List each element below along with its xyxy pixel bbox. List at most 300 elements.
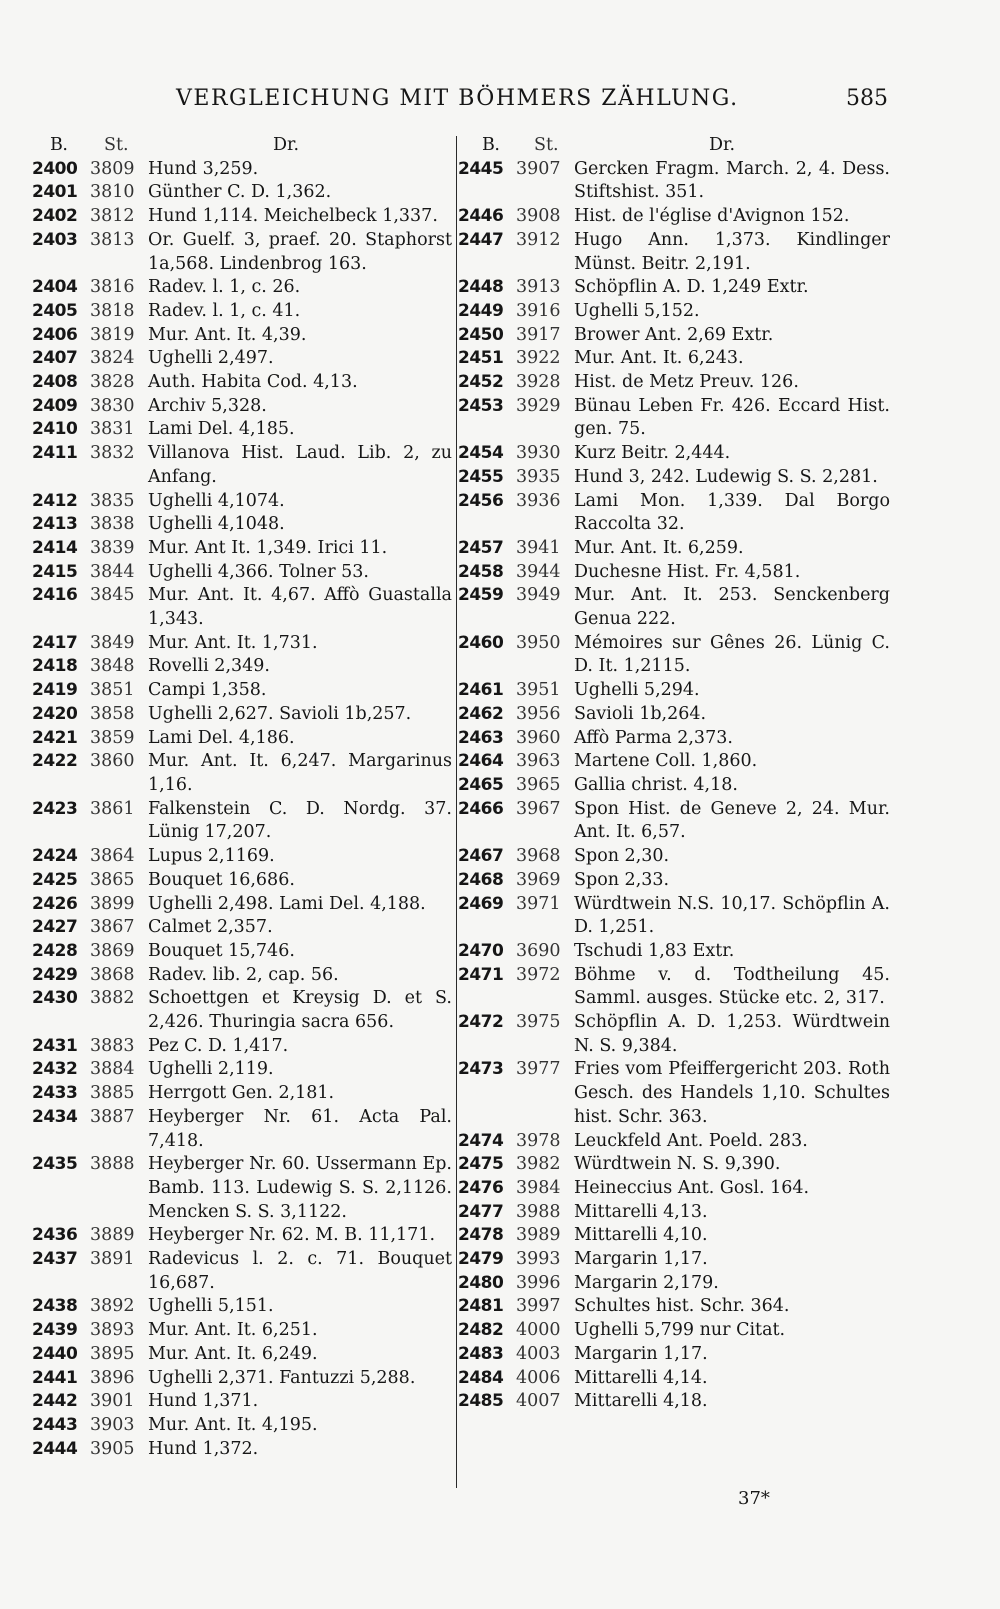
print-reference: Hund 1,371. xyxy=(148,1391,259,1412)
concordance-row xyxy=(32,1438,452,1462)
print-reference: Affò Parma 2,373. xyxy=(574,727,733,748)
print-reference: Ughelli 5,799 nur Citat. xyxy=(574,1320,786,1341)
boehmer-number: 2447 xyxy=(458,229,504,250)
stumpf-number: 3968 xyxy=(516,846,561,867)
print-reference: Ughelli 2,371. Fantuzzi 5,288. xyxy=(148,1367,416,1388)
concordance-row xyxy=(32,1153,452,1224)
print-reference: Margarin 1,17. xyxy=(574,1343,708,1364)
concordance-row xyxy=(32,1295,452,1319)
boehmer-number: 2450 xyxy=(458,324,504,345)
print-reference: Günther C. D. 1,362. xyxy=(148,182,332,203)
concordance-row xyxy=(32,632,452,656)
boehmer-number: 2461 xyxy=(458,680,504,701)
stumpf-number: 3935 xyxy=(516,466,561,487)
column-header-row xyxy=(458,134,890,158)
concordance-row xyxy=(32,703,452,727)
print-reference: Hund 1,372. xyxy=(148,1438,259,1459)
stumpf-number: 3960 xyxy=(516,727,561,748)
concordance-row xyxy=(458,845,890,869)
boehmer-number: 2402 xyxy=(32,206,78,227)
boehmer-number: 2439 xyxy=(32,1320,78,1341)
print-reference: Würdtwein N.S. 10,17. Schöpflin A. D. 1,251. xyxy=(574,893,890,938)
concordance-row xyxy=(458,1153,890,1177)
right-column xyxy=(458,134,890,1414)
concordance-row xyxy=(458,205,890,229)
stumpf-number: 3984 xyxy=(516,1177,561,1198)
stumpf-number: 4000 xyxy=(516,1320,561,1341)
concordance-row xyxy=(458,964,890,1011)
boehmer-number: 2428 xyxy=(32,940,78,961)
print-reference: Bünau Leben Fr. 426. Eccard Hist. gen. 75. xyxy=(574,395,890,440)
concordance-row xyxy=(32,750,452,797)
stumpf-number: 3809 xyxy=(90,158,135,179)
stumpf-number: 4007 xyxy=(516,1391,561,1412)
boehmer-number: 2405 xyxy=(32,300,78,321)
concordance-row xyxy=(458,1295,890,1319)
concordance-row xyxy=(458,537,890,561)
concordance-row xyxy=(32,727,452,751)
print-reference: Lami Del. 4,186. xyxy=(148,727,295,748)
concordance-row xyxy=(458,347,890,371)
stumpf-number: 3888 xyxy=(90,1154,135,1175)
concordance-row xyxy=(32,1224,452,1248)
concordance-row xyxy=(32,940,452,964)
print-reference: Radev. l. 1, c. 26. xyxy=(148,277,301,298)
boehmer-number: 2458 xyxy=(458,561,504,582)
boehmer-number: 2453 xyxy=(458,395,504,416)
boehmer-number: 2484 xyxy=(458,1367,504,1388)
print-reference: Radev. l. 1, c. 41. xyxy=(148,300,301,321)
boehmer-number: 2409 xyxy=(32,395,78,416)
concordance-row xyxy=(32,395,452,419)
boehmer-number: 2479 xyxy=(458,1249,504,1270)
concordance-row xyxy=(32,347,452,371)
boehmer-number: 2476 xyxy=(458,1177,504,1198)
print-reference: Radevicus l. 2. c. 71. Bouquet 16,687. xyxy=(148,1249,452,1293)
stumpf-number: 3896 xyxy=(90,1367,135,1388)
concordance-row xyxy=(32,205,452,229)
print-reference: Ughelli 4,1048. xyxy=(148,514,285,535)
boehmer-number: 2466 xyxy=(458,798,504,819)
boehmer-number: 2446 xyxy=(458,206,504,227)
stumpf-number: 3975 xyxy=(516,1012,561,1033)
print-reference: Auth. Habita Cod. 4,13. xyxy=(148,372,358,393)
boehmer-number: 2478 xyxy=(458,1225,504,1246)
boehmer-number: 2420 xyxy=(32,703,78,724)
column-header-b: B. xyxy=(50,135,68,155)
boehmer-number: 2407 xyxy=(32,348,78,369)
stumpf-number: 3982 xyxy=(516,1154,561,1175)
stumpf-number: 3978 xyxy=(516,1130,561,1151)
print-reference: Calmet 2,357. xyxy=(148,917,273,938)
concordance-row xyxy=(458,466,890,490)
print-reference: Gercken Fragm. March. 2, 4. Dess. Stiftshist. 351. xyxy=(574,158,890,203)
boehmer-number: 2472 xyxy=(458,1012,504,1033)
concordance-row xyxy=(32,513,452,537)
print-reference: Fries vom Pfeiffergericht 203. Roth Gesch. des Handels 1,10. Schultes hist. Schr. 363. xyxy=(574,1059,890,1127)
stumpf-number: 3899 xyxy=(90,893,135,914)
stumpf-number: 3884 xyxy=(90,1059,135,1080)
print-reference: Ughelli 2,119. xyxy=(148,1059,274,1080)
boehmer-number: 2451 xyxy=(458,348,504,369)
print-reference: Mur. Ant. It. 6,251. xyxy=(148,1320,318,1341)
concordance-row xyxy=(32,679,452,703)
boehmer-number: 2432 xyxy=(32,1059,78,1080)
concordance-row xyxy=(458,679,890,703)
concordance-row xyxy=(32,371,452,395)
concordance-row xyxy=(32,442,452,489)
print-reference: Böhme v. d. Todtheilung 45. Samml. ausges. Stücke etc. 2, 317. xyxy=(574,964,890,1009)
boehmer-number: 2435 xyxy=(32,1154,78,1175)
concordance-row xyxy=(458,584,890,631)
stumpf-number: 4006 xyxy=(516,1367,561,1388)
stumpf-number: 3883 xyxy=(90,1035,135,1056)
concordance-row xyxy=(32,229,452,276)
print-reference: Or. Guelf. 3, praef. 20. Staphorst 1a,568. Lindenbrog 163. xyxy=(148,229,452,274)
concordance-row xyxy=(458,561,890,585)
concordance-row xyxy=(458,324,890,348)
boehmer-number: 2425 xyxy=(32,869,78,890)
boehmer-number: 2410 xyxy=(32,419,78,440)
stumpf-number: 3989 xyxy=(516,1225,561,1246)
boehmer-number: 2416 xyxy=(32,585,78,606)
print-reference: Heyberger Nr. 62. M. B. 11,171. xyxy=(148,1225,436,1246)
boehmer-number: 2411 xyxy=(32,443,78,464)
boehmer-number: 2418 xyxy=(32,656,78,677)
stumpf-number: 3929 xyxy=(516,395,561,416)
stumpf-number: 3956 xyxy=(516,703,561,724)
print-reference: Mur. Ant. It. 1,731. xyxy=(148,632,318,653)
boehmer-number: 2412 xyxy=(32,490,78,511)
boehmer-number: 2434 xyxy=(32,1106,78,1127)
concordance-row xyxy=(32,869,452,893)
print-reference: Ughelli 5,152. xyxy=(574,300,700,321)
stumpf-number: 3828 xyxy=(90,372,135,393)
page-number: 585 xyxy=(846,86,888,111)
stumpf-number: 3922 xyxy=(516,348,561,369)
print-reference: Ughelli 4,366. Tolner 53. xyxy=(148,561,369,582)
stumpf-number: 3838 xyxy=(90,514,135,535)
concordance-row xyxy=(32,1082,452,1106)
concordance-row xyxy=(458,1272,890,1296)
print-reference: Margarin 1,17. xyxy=(574,1249,708,1270)
boehmer-number: 2457 xyxy=(458,537,504,558)
print-reference: Heyberger Nr. 60. Ussermann Ep. Bamb. 113. Ludewig S. S. 2,1126. Mencken S. S. 3,1122. xyxy=(148,1154,452,1222)
boehmer-number: 2401 xyxy=(32,182,78,203)
boehmer-number: 2440 xyxy=(32,1343,78,1364)
boehmer-number: 2417 xyxy=(32,632,78,653)
print-reference: Mittarelli 4,14. xyxy=(574,1367,708,1388)
stumpf-number: 3831 xyxy=(90,419,135,440)
column-header-dr: Dr. xyxy=(709,135,736,155)
concordance-row xyxy=(458,1319,890,1343)
print-reference: Ughelli 4,1074. xyxy=(148,490,285,511)
page-title: VERGLEICHUNG MIT BÖHMERS ZÄHLUNG. xyxy=(176,86,739,111)
print-reference: Hist. de Metz Preuv. 126. xyxy=(574,372,799,393)
boehmer-number: 2442 xyxy=(32,1391,78,1412)
stumpf-number: 3936 xyxy=(516,490,561,511)
concordance-row xyxy=(458,727,890,751)
stumpf-number: 3997 xyxy=(516,1296,561,1317)
column-header-dr: Dr. xyxy=(273,135,300,155)
boehmer-number: 2454 xyxy=(458,443,504,464)
boehmer-number: 2426 xyxy=(32,893,78,914)
boehmer-number: 2460 xyxy=(458,632,504,653)
concordance-row xyxy=(458,276,890,300)
boehmer-number: 2462 xyxy=(458,703,504,724)
concordance-row xyxy=(32,584,452,631)
print-reference: Mur. Ant. It. 4,195. xyxy=(148,1414,318,1435)
print-reference: Mémoires sur Gênes 26. Lünig C. D. It. 1,2115. xyxy=(574,632,890,677)
print-reference: Ughelli 2,498. Lami Del. 4,188. xyxy=(148,893,426,914)
boehmer-number: 2470 xyxy=(458,940,504,961)
print-reference: Ughelli 5,151. xyxy=(148,1296,274,1317)
concordance-row xyxy=(458,490,890,537)
print-reference: Falkenstein C. D. Nordg. 37. Lünig 17,207. xyxy=(148,798,452,843)
boehmer-number: 2431 xyxy=(32,1035,78,1056)
stumpf-number: 3928 xyxy=(516,372,561,393)
boehmer-number: 2429 xyxy=(32,964,78,985)
boehmer-number: 2474 xyxy=(458,1130,504,1151)
print-reference: Hist. de l'église d'Avignon 152. xyxy=(574,206,850,227)
stumpf-number: 3690 xyxy=(516,940,561,961)
print-reference: Schultes hist. Schr. 364. xyxy=(574,1296,790,1317)
print-reference: Hund 3,259. xyxy=(148,158,259,179)
print-reference: Würdtwein N. S. 9,390. xyxy=(574,1154,781,1175)
concordance-row xyxy=(32,300,452,324)
print-reference: Spon Hist. de Geneve 2, 24. Mur. Ant. It. 6,57. xyxy=(574,798,890,843)
stumpf-number: 3867 xyxy=(90,917,135,938)
stumpf-number: 3941 xyxy=(516,537,561,558)
concordance-row xyxy=(32,916,452,940)
stumpf-number: 3930 xyxy=(516,443,561,464)
print-reference: Bouquet 16,686. xyxy=(148,869,295,890)
boehmer-number: 2465 xyxy=(458,774,504,795)
boehmer-number: 2406 xyxy=(32,324,78,345)
concordance-row xyxy=(32,561,452,585)
stumpf-number: 3944 xyxy=(516,561,561,582)
boehmer-number: 2473 xyxy=(458,1059,504,1080)
concordance-row xyxy=(32,158,452,182)
boehmer-number: 2430 xyxy=(32,988,78,1009)
print-reference: Mur. Ant. It. 4,39. xyxy=(148,324,307,345)
concordance-row xyxy=(32,276,452,300)
print-reference: Villanova Hist. Laud. Lib. 2, zu Anfang. xyxy=(148,443,452,487)
stumpf-number: 4003 xyxy=(516,1343,561,1364)
print-reference: Heineccius Ant. Gosl. 164. xyxy=(574,1177,810,1198)
concordance-row xyxy=(32,1058,452,1082)
concordance-row xyxy=(458,774,890,798)
concordance-row xyxy=(32,964,452,988)
boehmer-number: 2445 xyxy=(458,158,504,179)
stumpf-number: 3849 xyxy=(90,632,135,653)
stumpf-number: 3858 xyxy=(90,703,135,724)
stumpf-number: 3892 xyxy=(90,1296,135,1317)
print-reference: Pez C. D. 1,417. xyxy=(148,1035,289,1056)
stumpf-number: 3916 xyxy=(516,300,561,321)
boehmer-number: 2452 xyxy=(458,372,504,393)
stumpf-number: 3865 xyxy=(90,869,135,890)
concordance-row xyxy=(32,1390,452,1414)
stumpf-number: 3889 xyxy=(90,1225,135,1246)
stumpf-number: 3839 xyxy=(90,537,135,558)
boehmer-number: 2463 xyxy=(458,727,504,748)
boehmer-number: 2424 xyxy=(32,846,78,867)
left-column xyxy=(32,134,452,1461)
concordance-row xyxy=(32,1106,452,1153)
column-header-st: St. xyxy=(534,135,559,155)
concordance-row xyxy=(32,798,452,845)
concordance-row xyxy=(458,750,890,774)
concordance-row xyxy=(458,1343,890,1367)
stumpf-number: 3835 xyxy=(90,490,135,511)
boehmer-number: 2400 xyxy=(32,158,78,179)
boehmer-number: 2437 xyxy=(32,1249,78,1270)
boehmer-number: 2475 xyxy=(458,1154,504,1175)
stumpf-number: 3812 xyxy=(90,206,135,227)
boehmer-number: 2433 xyxy=(32,1083,78,1104)
concordance-row xyxy=(458,1058,890,1129)
stumpf-number: 3988 xyxy=(516,1201,561,1222)
stumpf-number: 3859 xyxy=(90,727,135,748)
print-reference: Mittarelli 4,10. xyxy=(574,1225,708,1246)
print-reference: Brower Ant. 2,69 Extr. xyxy=(574,324,774,345)
concordance-row xyxy=(32,1367,452,1391)
stumpf-number: 3830 xyxy=(90,395,135,416)
concordance-row xyxy=(458,395,890,442)
boehmer-number: 2422 xyxy=(32,751,78,772)
column-divider xyxy=(456,136,457,1488)
concordance-row xyxy=(458,869,890,893)
print-reference: Schöpflin A. D. 1,253. Würdtwein N. S. 9,384. xyxy=(574,1012,890,1056)
concordance-row xyxy=(458,1248,890,1272)
print-reference: Schöpflin A. D. 1,249 Extr. xyxy=(574,277,809,298)
boehmer-number: 2413 xyxy=(32,514,78,535)
print-reference: Mittarelli 4,13. xyxy=(574,1201,708,1222)
concordance-row xyxy=(32,1248,452,1295)
print-reference: Savioli 1b,264. xyxy=(574,703,707,724)
concordance-row xyxy=(32,490,452,514)
boehmer-number: 2468 xyxy=(458,869,504,890)
print-reference: Martene Coll. 1,860. xyxy=(574,751,758,772)
concordance-row xyxy=(458,893,890,940)
stumpf-number: 3969 xyxy=(516,869,561,890)
print-reference: Campi 1,358. xyxy=(148,680,267,701)
boehmer-number: 2438 xyxy=(32,1296,78,1317)
print-reference: Duchesne Hist. Fr. 4,581. xyxy=(574,561,801,582)
concordance-row xyxy=(458,1224,890,1248)
boehmer-number: 2459 xyxy=(458,585,504,606)
print-reference: Kurz Beitr. 2,444. xyxy=(574,443,731,464)
boehmer-number: 2444 xyxy=(32,1438,78,1459)
print-reference: Bouquet 15,746. xyxy=(148,940,295,961)
concordance-row xyxy=(32,1414,452,1438)
print-reference: Hugo Ann. 1,373. Kindlinger Münst. Beitr. 2,191. xyxy=(574,229,890,274)
boehmer-number: 2403 xyxy=(32,229,78,250)
boehmer-number: 2469 xyxy=(458,893,504,914)
boehmer-number: 2485 xyxy=(458,1391,504,1412)
stumpf-number: 3885 xyxy=(90,1083,135,1104)
boehmer-number: 2408 xyxy=(32,372,78,393)
concordance-row xyxy=(458,632,890,679)
boehmer-number: 2421 xyxy=(32,727,78,748)
boehmer-number: 2414 xyxy=(32,537,78,558)
stumpf-number: 3996 xyxy=(516,1272,561,1293)
print-reference: Ughelli 2,497. xyxy=(148,348,274,369)
concordance-row xyxy=(458,229,890,276)
boehmer-number: 2419 xyxy=(32,680,78,701)
print-reference: Schoettgen et Kreysig D. et S. 2,426. Thuringia sacra 656. xyxy=(148,988,452,1033)
concordance-row xyxy=(32,1319,452,1343)
concordance-row xyxy=(32,1343,452,1367)
concordance-row xyxy=(32,1035,452,1059)
print-reference: Lami Del. 4,185. xyxy=(148,419,295,440)
concordance-row xyxy=(458,1201,890,1225)
print-reference: Herrgott Gen. 2,181. xyxy=(148,1083,335,1104)
print-reference: Spon 2,30. xyxy=(574,846,670,867)
concordance-row xyxy=(458,1130,890,1154)
concordance-row xyxy=(458,1011,890,1058)
print-reference: Ughelli 5,294. xyxy=(574,680,700,701)
stumpf-number: 3950 xyxy=(516,632,561,653)
print-reference: Margarin 2,179. xyxy=(574,1272,719,1293)
concordance-row xyxy=(458,1367,890,1391)
stumpf-number: 3993 xyxy=(516,1249,561,1270)
boehmer-number: 2481 xyxy=(458,1296,504,1317)
boehmer-number: 2464 xyxy=(458,751,504,772)
concordance-row xyxy=(458,703,890,727)
print-reference: Spon 2,33. xyxy=(574,869,670,890)
boehmer-number: 2436 xyxy=(32,1225,78,1246)
concordance-row xyxy=(458,798,890,845)
stumpf-number: 3861 xyxy=(90,798,135,819)
concordance-row xyxy=(458,1177,890,1201)
boehmer-number: 2404 xyxy=(32,277,78,298)
print-reference: Mur. Ant. It. 4,67. Affò Guastalla 1,343. xyxy=(148,585,452,630)
stumpf-number: 3965 xyxy=(516,774,561,795)
print-reference: Hund 3, 242. Ludewig S. S. 2,281. xyxy=(574,466,878,487)
stumpf-number: 3864 xyxy=(90,846,135,867)
print-reference: Mur. Ant. It. 253. Senckenberg Genua 222. xyxy=(574,585,890,630)
boehmer-number: 2471 xyxy=(458,964,504,985)
stumpf-number: 3816 xyxy=(90,277,135,298)
print-reference: Mur. Ant. It. 6,247. Margarinus 1,16. xyxy=(148,751,452,795)
print-reference: Leuckfeld Ant. Poeld. 283. xyxy=(574,1130,808,1151)
boehmer-number: 2467 xyxy=(458,846,504,867)
boehmer-number: 2427 xyxy=(32,917,78,938)
concordance-row xyxy=(458,1390,890,1414)
stumpf-number: 3844 xyxy=(90,561,135,582)
signature-mark: 37* xyxy=(738,1488,770,1509)
concordance-row xyxy=(32,324,452,348)
column-header-st: St. xyxy=(104,135,129,155)
boehmer-number: 2477 xyxy=(458,1201,504,1222)
stumpf-number: 3905 xyxy=(90,1438,135,1459)
boehmer-number: 2415 xyxy=(32,561,78,582)
print-reference: Archiv 5,328. xyxy=(148,395,267,416)
print-reference: Lami Mon. 1,339. Dal Borgo Raccolta 32. xyxy=(574,490,890,535)
concordance-row xyxy=(32,987,452,1034)
stumpf-number: 3869 xyxy=(90,940,135,961)
stumpf-number: 3913 xyxy=(516,277,561,298)
stumpf-number: 3868 xyxy=(90,964,135,985)
stumpf-number: 3882 xyxy=(90,988,135,1009)
stumpf-number: 3972 xyxy=(516,964,561,985)
stumpf-number: 3860 xyxy=(90,751,135,772)
stumpf-number: 3949 xyxy=(516,585,561,606)
stumpf-number: 3912 xyxy=(516,229,561,250)
page-header xyxy=(176,86,888,111)
